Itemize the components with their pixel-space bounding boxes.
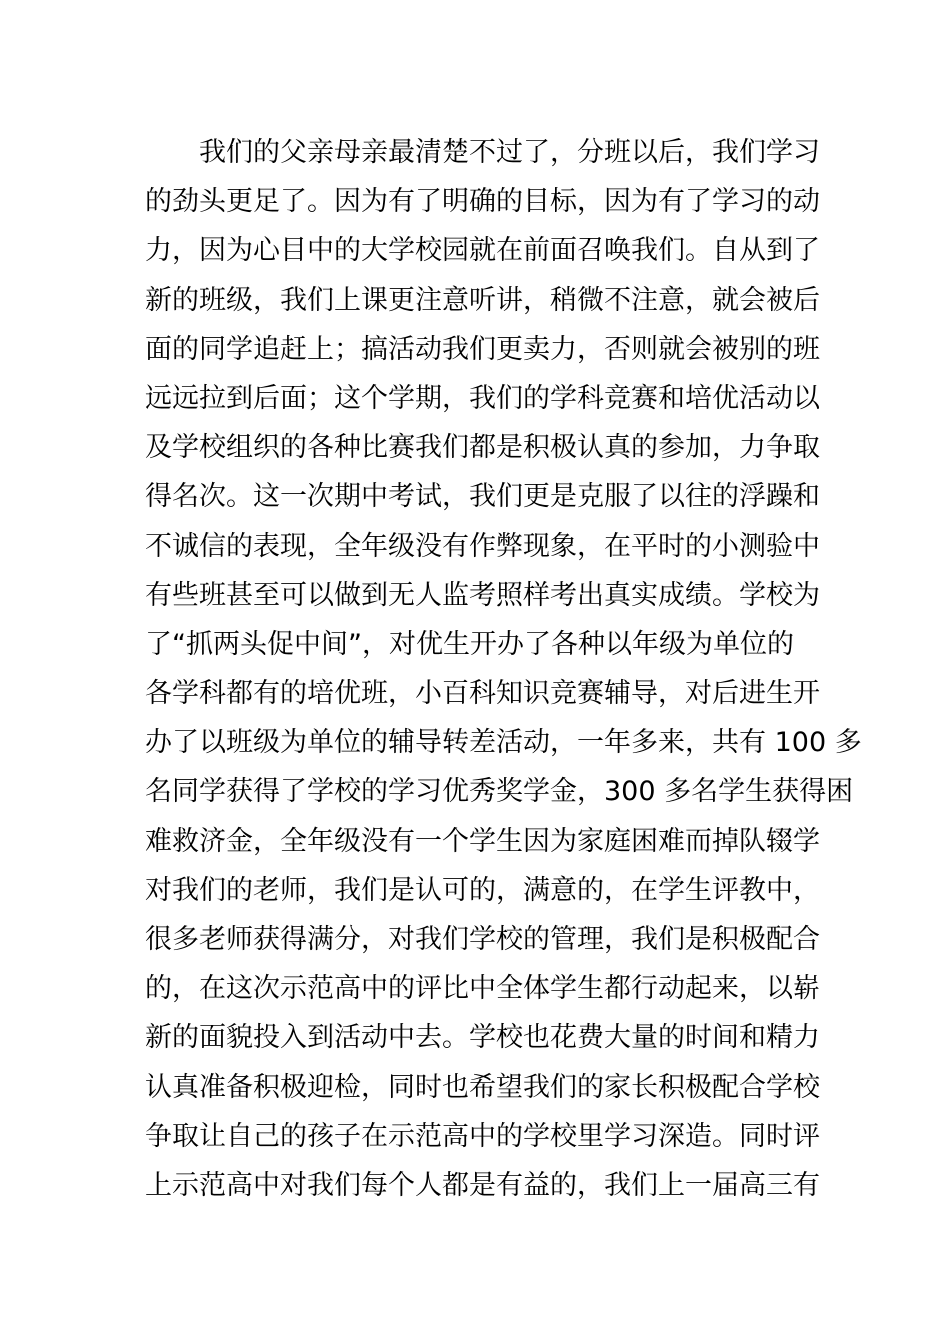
text-line: 上示范高中对我们每个人都是有益的，我们上一届高三有 — [145, 1169, 820, 1201]
text-line: 各学科都有的培优班，小百科知识竞赛辅导，对后进生开 — [145, 678, 820, 710]
text-line: 认真准备积极迎检，同时也希望我们的家长积极配合学校 — [145, 1071, 820, 1103]
text-line: 新的面貌投入到活动中去。学校也花费大量的时间和精力 — [145, 1022, 820, 1054]
text-line: 新的班级，我们上课更注意听讲，稍微不注意，就会被后 — [145, 284, 820, 316]
text-line: 难救济金，全年级没有一个学生因为家庭困难而掉队辍学 — [145, 825, 820, 857]
text-line: 了“抓两头促中间”，对优生开办了各种以年级为单位的 — [145, 628, 794, 660]
text-line: 办了以班级为单位的辅导转差活动，一年多来，共有 100 多 — [145, 727, 862, 759]
text-line: 有些班甚至可以做到无人监考照样考出真实成绩。学校为 — [145, 579, 820, 611]
text-line: 对我们的老师，我们是认可的，满意的，在学生评教中， — [145, 874, 820, 906]
text-line: 很多老师获得满分，对我们学校的管理，我们是积极配合 — [145, 924, 820, 955]
text-line: 的，在这次示范高中的评比中全体学生都行动起来，以崭 — [145, 973, 820, 1005]
text-line: 得名次。这一次期中考试，我们更是克服了以往的浮躁和 — [145, 481, 820, 513]
text-line: 名同学获得了学校的学习优秀奖学金，300 多名学生获得困 — [145, 776, 854, 808]
text-line: 我们的父亲母亲最清楚不过了，分班以后，我们学习 — [199, 137, 820, 168]
text-line: 争取让自己的孩子在示范高中的学校里学习深造。同时评 — [145, 1120, 820, 1152]
text-line: 不诚信的表现，全年级没有作弊现象，在平时的小测验中 — [145, 530, 820, 562]
text-line: 的劲头更足了。因为有了明确的目标，因为有了学习的动 — [145, 186, 820, 218]
body-text — [145, 128, 862, 1210]
text-line: 及学校组织的各种比赛我们都是积极认真的参加，力争取 — [145, 432, 820, 464]
text-line: 远远拉到后面；这个学期，我们的学科竞赛和培优活动以 — [145, 382, 820, 414]
text-line: 力，因为心目中的大学校园就在前面召唤我们。自从到了 — [145, 235, 820, 267]
text-line: 面的同学追赶上；搞活动我们更卖力，否则就会被别的班 — [145, 333, 820, 365]
